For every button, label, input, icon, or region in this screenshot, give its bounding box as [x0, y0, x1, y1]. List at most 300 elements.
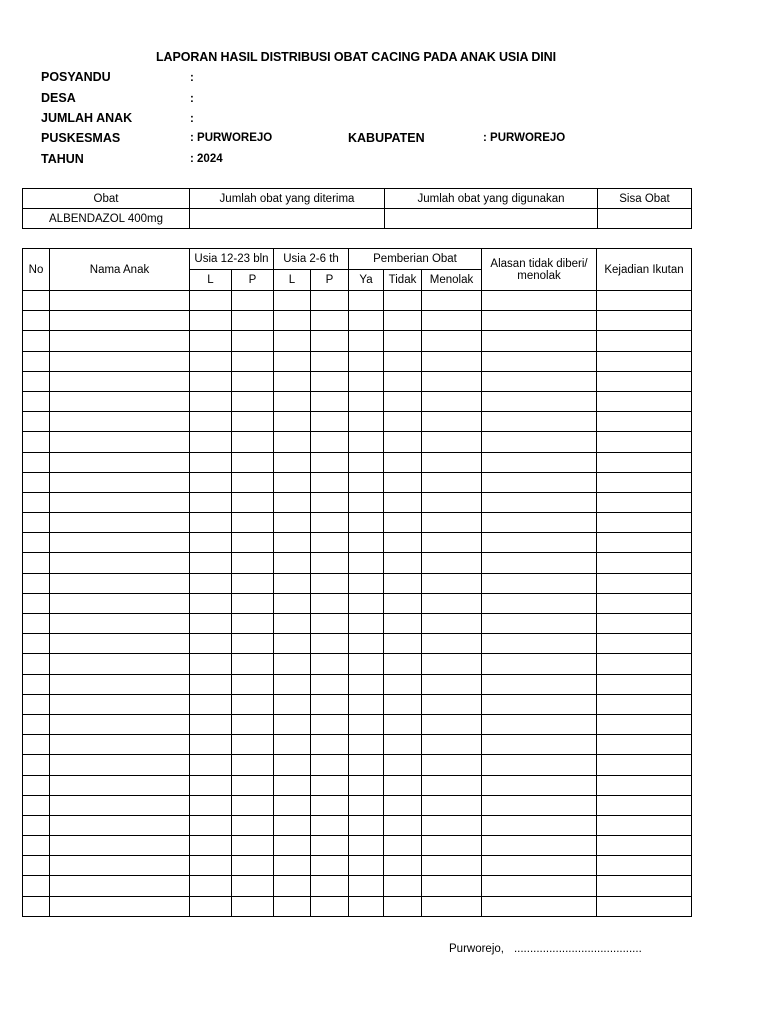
table-cell[interactable] [190, 412, 232, 432]
table-cell[interactable] [597, 896, 692, 916]
table-cell[interactable] [422, 593, 482, 613]
table-cell[interactable] [50, 694, 190, 714]
table-cell[interactable] [232, 856, 274, 876]
table-cell[interactable] [311, 795, 349, 815]
table-cell[interactable] [482, 311, 597, 331]
table-cell[interactable] [422, 391, 482, 411]
table-cell[interactable] [190, 876, 232, 896]
table-cell[interactable] [23, 735, 50, 755]
table-cell[interactable] [597, 553, 692, 573]
table-cell[interactable] [349, 291, 384, 311]
table-cell[interactable] [232, 553, 274, 573]
table-cell[interactable] [190, 492, 232, 512]
table-cell[interactable] [50, 593, 190, 613]
table-cell[interactable] [50, 553, 190, 573]
table-cell[interactable] [422, 311, 482, 331]
table-cell[interactable] [482, 391, 597, 411]
table-cell[interactable] [23, 472, 50, 492]
table-cell[interactable] [482, 856, 597, 876]
table-cell[interactable] [190, 452, 232, 472]
table-cell[interactable] [50, 391, 190, 411]
table-cell[interactable] [482, 371, 597, 391]
table-cell[interactable] [597, 735, 692, 755]
table-cell[interactable] [190, 472, 232, 492]
table-cell[interactable] [190, 291, 232, 311]
table-cell[interactable] [23, 513, 50, 533]
table-cell[interactable] [311, 331, 349, 351]
table-cell[interactable] [597, 351, 692, 371]
table-cell[interactable] [50, 654, 190, 674]
table-cell[interactable] [422, 614, 482, 634]
table-cell[interactable] [50, 876, 190, 896]
table-cell[interactable] [232, 472, 274, 492]
jumlah-diterima-cell[interactable] [190, 209, 385, 229]
table-cell[interactable] [274, 836, 311, 856]
table-cell[interactable] [482, 492, 597, 512]
table-cell[interactable] [311, 634, 349, 654]
table-cell[interactable] [190, 513, 232, 533]
table-cell[interactable] [597, 775, 692, 795]
table-cell[interactable] [597, 614, 692, 634]
table-cell[interactable] [482, 291, 597, 311]
table-cell[interactable] [349, 614, 384, 634]
table-cell[interactable] [274, 714, 311, 734]
table-cell[interactable] [190, 856, 232, 876]
table-cell[interactable] [349, 755, 384, 775]
table-cell[interactable] [384, 391, 422, 411]
table-cell[interactable] [232, 876, 274, 896]
table-cell[interactable] [274, 311, 311, 331]
table-cell[interactable] [482, 533, 597, 553]
table-cell[interactable] [23, 351, 50, 371]
table-cell[interactable] [274, 351, 311, 371]
table-cell[interactable] [422, 371, 482, 391]
table-cell[interactable] [482, 775, 597, 795]
table-cell[interactable] [311, 472, 349, 492]
table-cell[interactable] [50, 815, 190, 835]
table-cell[interactable] [190, 896, 232, 916]
table-cell[interactable] [384, 593, 422, 613]
table-cell[interactable] [50, 856, 190, 876]
table-cell[interactable] [349, 573, 384, 593]
table-cell[interactable] [384, 775, 422, 795]
table-cell[interactable] [597, 452, 692, 472]
table-cell[interactable] [422, 351, 482, 371]
table-cell[interactable] [274, 291, 311, 311]
table-cell[interactable] [23, 836, 50, 856]
table-cell[interactable] [190, 553, 232, 573]
table-cell[interactable] [232, 412, 274, 432]
table-cell[interactable] [349, 472, 384, 492]
table-cell[interactable] [349, 634, 384, 654]
table-cell[interactable] [232, 735, 274, 755]
table-cell[interactable] [23, 694, 50, 714]
table-cell[interactable] [274, 533, 311, 553]
table-cell[interactable] [23, 371, 50, 391]
table-cell[interactable] [23, 674, 50, 694]
table-cell[interactable] [232, 674, 274, 694]
table-cell[interactable] [232, 291, 274, 311]
table-cell[interactable] [597, 513, 692, 533]
table-cell[interactable] [422, 674, 482, 694]
table-cell[interactable] [422, 472, 482, 492]
table-cell[interactable] [349, 694, 384, 714]
table-cell[interactable] [349, 432, 384, 452]
table-cell[interactable] [311, 351, 349, 371]
table-cell[interactable] [23, 331, 50, 351]
table-cell[interactable] [50, 634, 190, 654]
table-cell[interactable] [482, 674, 597, 694]
table-cell[interactable] [384, 432, 422, 452]
table-cell[interactable] [349, 513, 384, 533]
table-cell[interactable] [190, 533, 232, 553]
table-cell[interactable] [23, 876, 50, 896]
table-cell[interactable] [482, 755, 597, 775]
table-cell[interactable] [422, 755, 482, 775]
table-cell[interactable] [23, 775, 50, 795]
table-cell[interactable] [311, 553, 349, 573]
table-cell[interactable] [23, 311, 50, 331]
table-cell[interactable] [311, 836, 349, 856]
table-cell[interactable] [190, 573, 232, 593]
table-cell[interactable] [597, 674, 692, 694]
table-cell[interactable] [597, 593, 692, 613]
table-cell[interactable] [50, 351, 190, 371]
table-cell[interactable] [190, 836, 232, 856]
table-cell[interactable] [597, 371, 692, 391]
table-cell[interactable] [384, 896, 422, 916]
table-cell[interactable] [274, 593, 311, 613]
table-cell[interactable] [349, 795, 384, 815]
table-cell[interactable] [597, 412, 692, 432]
table-cell[interactable] [274, 553, 311, 573]
table-cell[interactable] [422, 553, 482, 573]
table-cell[interactable] [384, 452, 422, 472]
table-cell[interactable] [384, 654, 422, 674]
table-cell[interactable] [50, 412, 190, 432]
table-cell[interactable] [50, 735, 190, 755]
table-cell[interactable] [50, 513, 190, 533]
table-cell[interactable] [232, 593, 274, 613]
table-cell[interactable] [232, 694, 274, 714]
table-cell[interactable] [23, 654, 50, 674]
table-cell[interactable] [23, 391, 50, 411]
table-cell[interactable] [311, 614, 349, 634]
table-cell[interactable] [190, 634, 232, 654]
table-cell[interactable] [349, 311, 384, 331]
table-cell[interactable] [482, 452, 597, 472]
table-cell[interactable] [482, 896, 597, 916]
table-cell[interactable] [23, 593, 50, 613]
table-cell[interactable] [422, 896, 482, 916]
table-cell[interactable] [597, 492, 692, 512]
table-cell[interactable] [597, 291, 692, 311]
table-cell[interactable] [597, 795, 692, 815]
table-cell[interactable] [311, 896, 349, 916]
table-cell[interactable] [597, 876, 692, 896]
table-cell[interactable] [274, 755, 311, 775]
table-cell[interactable] [274, 876, 311, 896]
table-cell[interactable] [232, 573, 274, 593]
table-cell[interactable] [190, 331, 232, 351]
table-cell[interactable] [23, 553, 50, 573]
table-cell[interactable] [422, 714, 482, 734]
table-cell[interactable] [422, 795, 482, 815]
table-cell[interactable] [311, 291, 349, 311]
table-cell[interactable] [349, 331, 384, 351]
table-cell[interactable] [23, 492, 50, 512]
table-cell[interactable] [23, 614, 50, 634]
table-cell[interactable] [422, 492, 482, 512]
table-cell[interactable] [482, 876, 597, 896]
jumlah-digunakan-cell[interactable] [385, 209, 598, 229]
table-cell[interactable] [482, 634, 597, 654]
table-cell[interactable] [311, 513, 349, 533]
table-cell[interactable] [190, 674, 232, 694]
table-cell[interactable] [482, 694, 597, 714]
table-cell[interactable] [190, 432, 232, 452]
table-cell[interactable] [232, 331, 274, 351]
table-cell[interactable] [384, 634, 422, 654]
table-cell[interactable] [190, 614, 232, 634]
table-cell[interactable] [349, 815, 384, 835]
table-cell[interactable] [311, 876, 349, 896]
table-cell[interactable] [349, 775, 384, 795]
table-cell[interactable] [232, 432, 274, 452]
table-cell[interactable] [311, 694, 349, 714]
table-cell[interactable] [422, 412, 482, 432]
table-cell[interactable] [311, 815, 349, 835]
table-cell[interactable] [232, 836, 274, 856]
table-cell[interactable] [482, 836, 597, 856]
table-cell[interactable] [23, 432, 50, 452]
table-cell[interactable] [274, 896, 311, 916]
table-cell[interactable] [274, 391, 311, 411]
table-cell[interactable] [232, 311, 274, 331]
table-cell[interactable] [23, 815, 50, 835]
table-cell[interactable] [311, 391, 349, 411]
table-cell[interactable] [274, 573, 311, 593]
table-cell[interactable] [232, 795, 274, 815]
table-cell[interactable] [274, 371, 311, 391]
table-cell[interactable] [311, 533, 349, 553]
table-cell[interactable] [422, 331, 482, 351]
table-cell[interactable] [232, 755, 274, 775]
table-cell[interactable] [482, 472, 597, 492]
table-cell[interactable] [422, 775, 482, 795]
table-cell[interactable] [482, 513, 597, 533]
table-cell[interactable] [482, 795, 597, 815]
table-cell[interactable] [50, 755, 190, 775]
table-cell[interactable] [384, 674, 422, 694]
table-cell[interactable] [384, 755, 422, 775]
table-cell[interactable] [422, 836, 482, 856]
table-cell[interactable] [311, 674, 349, 694]
table-cell[interactable] [311, 432, 349, 452]
table-cell[interactable] [597, 533, 692, 553]
table-cell[interactable] [311, 311, 349, 331]
table-cell[interactable] [311, 654, 349, 674]
table-cell[interactable] [597, 472, 692, 492]
table-cell[interactable] [482, 654, 597, 674]
table-cell[interactable] [311, 593, 349, 613]
table-cell[interactable] [50, 331, 190, 351]
table-cell[interactable] [597, 311, 692, 331]
table-cell[interactable] [311, 735, 349, 755]
table-cell[interactable] [597, 755, 692, 775]
table-cell[interactable] [50, 452, 190, 472]
table-cell[interactable] [384, 351, 422, 371]
table-cell[interactable] [50, 714, 190, 734]
table-cell[interactable] [597, 391, 692, 411]
table-cell[interactable] [232, 533, 274, 553]
table-cell[interactable] [23, 412, 50, 432]
table-cell[interactable] [384, 735, 422, 755]
table-cell[interactable] [384, 371, 422, 391]
table-cell[interactable] [384, 311, 422, 331]
table-cell[interactable] [349, 452, 384, 472]
table-cell[interactable] [190, 371, 232, 391]
table-cell[interactable] [384, 876, 422, 896]
table-cell[interactable] [482, 553, 597, 573]
table-cell[interactable] [597, 714, 692, 734]
table-cell[interactable] [50, 795, 190, 815]
table-cell[interactable] [422, 735, 482, 755]
table-cell[interactable] [422, 654, 482, 674]
table-cell[interactable] [597, 573, 692, 593]
table-cell[interactable] [384, 694, 422, 714]
table-cell[interactable] [597, 432, 692, 452]
table-cell[interactable] [384, 553, 422, 573]
table-cell[interactable] [311, 412, 349, 432]
table-cell[interactable] [23, 573, 50, 593]
table-cell[interactable] [274, 513, 311, 533]
table-cell[interactable] [232, 775, 274, 795]
table-cell[interactable] [23, 714, 50, 734]
table-cell[interactable] [50, 472, 190, 492]
table-cell[interactable] [232, 513, 274, 533]
table-cell[interactable] [482, 432, 597, 452]
table-cell[interactable] [50, 836, 190, 856]
table-cell[interactable] [349, 351, 384, 371]
table-cell[interactable] [384, 533, 422, 553]
table-cell[interactable] [422, 573, 482, 593]
table-cell[interactable] [311, 775, 349, 795]
table-cell[interactable] [384, 492, 422, 512]
table-cell[interactable] [190, 714, 232, 734]
table-cell[interactable] [23, 533, 50, 553]
table-cell[interactable] [349, 674, 384, 694]
table-cell[interactable] [384, 472, 422, 492]
table-cell[interactable] [422, 533, 482, 553]
table-cell[interactable] [482, 614, 597, 634]
table-cell[interactable] [597, 331, 692, 351]
table-cell[interactable] [274, 432, 311, 452]
table-cell[interactable] [232, 351, 274, 371]
table-cell[interactable] [190, 795, 232, 815]
table-cell[interactable] [311, 573, 349, 593]
table-cell[interactable] [349, 533, 384, 553]
table-cell[interactable] [274, 654, 311, 674]
table-cell[interactable] [311, 452, 349, 472]
table-cell[interactable] [384, 573, 422, 593]
table-cell[interactable] [384, 836, 422, 856]
table-cell[interactable] [274, 331, 311, 351]
table-cell[interactable] [349, 391, 384, 411]
table-cell[interactable] [482, 735, 597, 755]
table-cell[interactable] [274, 472, 311, 492]
table-cell[interactable] [274, 775, 311, 795]
table-cell[interactable] [23, 755, 50, 775]
table-cell[interactable] [422, 432, 482, 452]
table-cell[interactable] [274, 614, 311, 634]
table-cell[interactable] [50, 533, 190, 553]
table-cell[interactable] [597, 815, 692, 835]
table-cell[interactable] [190, 311, 232, 331]
table-cell[interactable] [597, 836, 692, 856]
table-cell[interactable] [274, 856, 311, 876]
table-cell[interactable] [232, 815, 274, 835]
table-cell[interactable] [311, 371, 349, 391]
table-cell[interactable] [50, 311, 190, 331]
table-cell[interactable] [349, 836, 384, 856]
table-cell[interactable] [23, 452, 50, 472]
table-cell[interactable] [23, 896, 50, 916]
table-cell[interactable] [482, 412, 597, 432]
table-cell[interactable] [482, 593, 597, 613]
table-cell[interactable] [50, 775, 190, 795]
table-cell[interactable] [422, 291, 482, 311]
table-cell[interactable] [190, 755, 232, 775]
table-cell[interactable] [482, 573, 597, 593]
table-cell[interactable] [311, 714, 349, 734]
table-cell[interactable] [190, 735, 232, 755]
table-cell[interactable] [274, 795, 311, 815]
table-cell[interactable] [597, 694, 692, 714]
table-cell[interactable] [190, 391, 232, 411]
table-cell[interactable] [311, 755, 349, 775]
table-cell[interactable] [274, 694, 311, 714]
table-cell[interactable] [349, 735, 384, 755]
table-cell[interactable] [232, 492, 274, 512]
table-cell[interactable] [50, 896, 190, 916]
table-cell[interactable] [597, 856, 692, 876]
table-cell[interactable] [50, 573, 190, 593]
table-cell[interactable] [23, 795, 50, 815]
table-cell[interactable] [274, 452, 311, 472]
table-cell[interactable] [422, 513, 482, 533]
table-cell[interactable] [311, 856, 349, 876]
table-cell[interactable] [482, 351, 597, 371]
table-cell[interactable] [311, 492, 349, 512]
table-cell[interactable] [23, 291, 50, 311]
sisa-obat-cell[interactable] [598, 209, 692, 229]
table-cell[interactable] [190, 654, 232, 674]
table-cell[interactable] [50, 674, 190, 694]
table-cell[interactable] [232, 391, 274, 411]
table-cell[interactable] [190, 694, 232, 714]
table-cell[interactable] [384, 614, 422, 634]
table-cell[interactable] [422, 815, 482, 835]
table-cell[interactable] [422, 856, 482, 876]
table-cell[interactable] [274, 735, 311, 755]
table-cell[interactable] [274, 412, 311, 432]
table-cell[interactable] [349, 492, 384, 512]
table-cell[interactable] [384, 795, 422, 815]
table-cell[interactable] [349, 714, 384, 734]
table-cell[interactable] [232, 896, 274, 916]
table-cell[interactable] [50, 371, 190, 391]
